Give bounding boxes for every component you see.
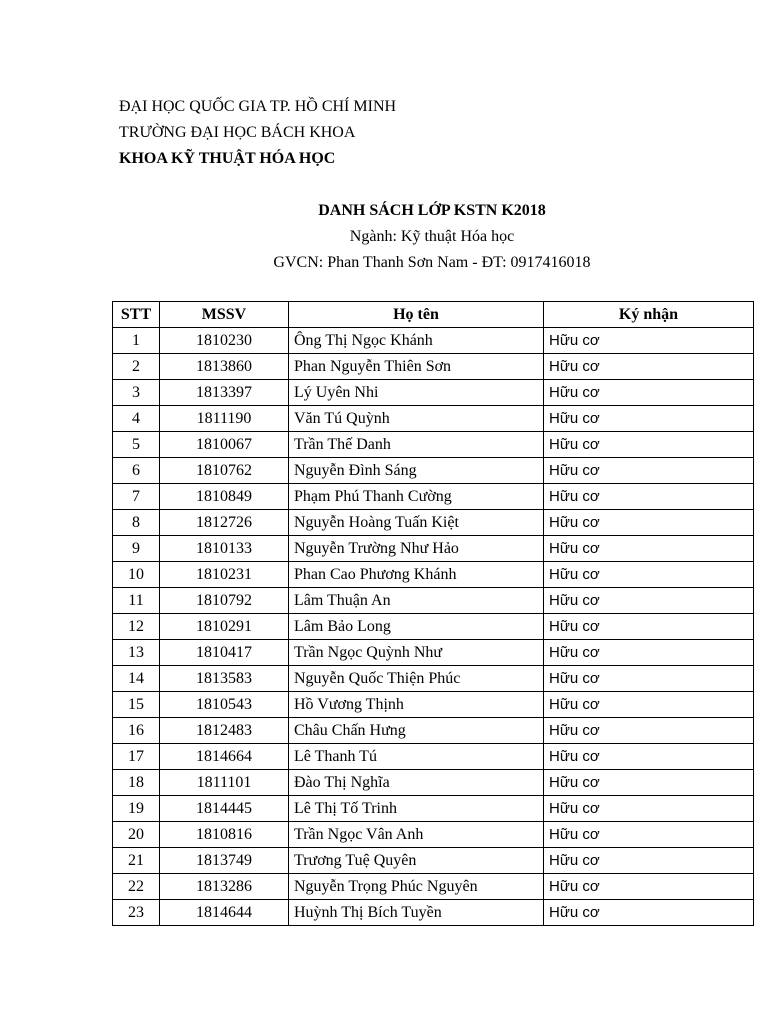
cell-student-id: 1813397 [160,380,289,406]
cell-signature: Hữu cơ [544,744,754,770]
cell-stt: 3 [113,380,160,406]
cell-full-name: Nguyễn Trọng Phúc Nguyên [289,874,544,900]
cell-signature: Hữu cơ [544,536,754,562]
major-line: Ngành: Kỹ thuật Hóa học [349,228,515,245]
cell-signature: Hữu cơ [544,588,754,614]
cell-full-name: Lê Thị Tố Trinh [289,796,544,822]
cell-full-name: Lâm Thuận An [289,588,544,614]
table-row [113,354,754,380]
cell-student-id: 1813860 [160,354,289,380]
cell-signature: Hữu cơ [544,380,754,406]
cell-student-id: 1814644 [160,900,289,926]
page-title: DANH SÁCH LỚP KSTN K2018 [318,202,546,219]
table-row [113,562,754,588]
table-row [113,874,754,900]
table-row [113,770,754,796]
table-row [113,848,754,874]
table-row [113,614,754,640]
table-row [113,666,754,692]
student-roster-table [112,301,754,926]
cell-signature: Hữu cơ [544,718,754,744]
cell-stt: 8 [113,510,160,536]
cell-student-id: 1810792 [160,588,289,614]
cell-full-name: Nguyễn Đình Sáng [289,458,544,484]
cell-stt: 23 [113,900,160,926]
cell-student-id: 1810231 [160,562,289,588]
cell-student-id: 1813749 [160,848,289,874]
cell-signature: Hữu cơ [544,848,754,874]
cell-signature: Hữu cơ [544,770,754,796]
cell-full-name: Phan Nguyễn Thiên Sơn [289,354,544,380]
table-row [113,432,754,458]
cell-signature: Hữu cơ [544,796,754,822]
cell-full-name: Trương Tuệ Quyên [289,848,544,874]
cell-student-id: 1811190 [160,406,289,432]
cell-stt: 21 [113,848,160,874]
cell-full-name: Lê Thanh Tú [289,744,544,770]
table-header-row [113,302,754,328]
table-row [113,692,754,718]
cell-stt: 19 [113,796,160,822]
cell-full-name: Phạm Phú Thanh Cường [289,484,544,510]
cell-full-name: Phan Cao Phương Khánh [289,562,544,588]
cell-student-id: 1810291 [160,614,289,640]
cell-full-name: Nguyễn Quốc Thiện Phúc [289,666,544,692]
table-row [113,822,754,848]
table-row [113,380,754,406]
cell-stt: 4 [113,406,160,432]
cell-full-name: Trần Ngọc Quỳnh Như [289,640,544,666]
cell-student-id: 1814664 [160,744,289,770]
cell-signature: Hữu cơ [544,614,754,640]
table-row [113,536,754,562]
cell-full-name: Ông Thị Ngọc Khánh [289,328,544,354]
cell-student-id: 1813286 [160,874,289,900]
school-name: TRƯỜNG ĐẠI HỌC BÁCH KHOA [119,124,356,141]
cell-stt: 17 [113,744,160,770]
cell-full-name: Đào Thị Nghĩa [289,770,544,796]
table-row [113,328,754,354]
cell-full-name: Văn Tú Quỳnh [289,406,544,432]
cell-student-id: 1810230 [160,328,289,354]
cell-student-id: 1813583 [160,666,289,692]
table-row [113,744,754,770]
cell-student-id: 1810762 [160,458,289,484]
cell-signature: Hữu cơ [544,328,754,354]
table-row [113,796,754,822]
cell-student-id: 1810849 [160,484,289,510]
cell-signature: Hữu cơ [544,640,754,666]
cell-stt: 2 [113,354,160,380]
cell-signature: Hữu cơ [544,822,754,848]
column-header-name: Họ tên [289,302,544,328]
cell-student-id: 1812483 [160,718,289,744]
cell-full-name: Châu Chấn Hưng [289,718,544,744]
cell-stt: 15 [113,692,160,718]
cell-stt: 12 [113,614,160,640]
cell-stt: 6 [113,458,160,484]
table-body [113,328,754,926]
cell-student-id: 1814445 [160,796,289,822]
table-row [113,718,754,744]
column-header-stt: STT [113,302,160,328]
cell-student-id: 1810816 [160,822,289,848]
cell-stt: 7 [113,484,160,510]
cell-signature: Hữu cơ [544,406,754,432]
table-row [113,484,754,510]
cell-stt: 1 [113,328,160,354]
cell-signature: Hữu cơ [544,354,754,380]
cell-student-id: 1810067 [160,432,289,458]
cell-full-name: Lý Uyên Nhi [289,380,544,406]
cell-full-name: Nguyễn Trường Như Hảo [289,536,544,562]
cell-student-id: 1811101 [160,770,289,796]
cell-student-id: 1810133 [160,536,289,562]
cell-full-name: Nguyễn Hoàng Tuấn Kiệt [289,510,544,536]
cell-stt: 11 [113,588,160,614]
column-header-signature: Ký nhận [544,302,754,328]
cell-signature: Hữu cơ [544,562,754,588]
cell-stt: 20 [113,822,160,848]
cell-full-name: Hồ Vương Thịnh [289,692,544,718]
cell-signature: Hữu cơ [544,432,754,458]
table-row [113,510,754,536]
table-row [113,900,754,926]
table-row [113,406,754,432]
cell-student-id: 1810417 [160,640,289,666]
column-header-mssv: MSSV [160,302,289,328]
cell-student-id: 1812726 [160,510,289,536]
cell-stt: 10 [113,562,160,588]
cell-stt: 16 [113,718,160,744]
cell-signature: Hữu cơ [544,484,754,510]
table-row [113,640,754,666]
cell-stt: 9 [113,536,160,562]
university-name: ĐẠI HỌC QUỐC GIA TP. HỒ CHÍ MINH [119,98,397,115]
cell-signature: Hữu cơ [544,666,754,692]
cell-student-id: 1810543 [160,692,289,718]
cell-stt: 5 [113,432,160,458]
cell-full-name: Lâm Bảo Long [289,614,544,640]
table-row [113,458,754,484]
cell-stt: 22 [113,874,160,900]
cell-stt: 13 [113,640,160,666]
cell-full-name: Trần Ngọc Vân Anh [289,822,544,848]
cell-stt: 14 [113,666,160,692]
cell-signature: Hữu cơ [544,510,754,536]
title-block [0,198,768,276]
document-header [119,94,396,172]
cell-signature: Hữu cơ [544,900,754,926]
table-row [113,588,754,614]
cell-stt: 18 [113,770,160,796]
cell-signature: Hữu cơ [544,874,754,900]
advisor-line: GVCN: Phan Thanh Sơn Nam - ĐT: 0917416018 [273,254,591,271]
faculty-name: KHOA KỸ THUẬT HÓA HỌC [119,150,336,167]
cell-signature: Hữu cơ [544,458,754,484]
cell-signature: Hữu cơ [544,692,754,718]
cell-full-name: Huỳnh Thị Bích Tuyền [289,900,544,926]
cell-full-name: Trần Thế Danh [289,432,544,458]
